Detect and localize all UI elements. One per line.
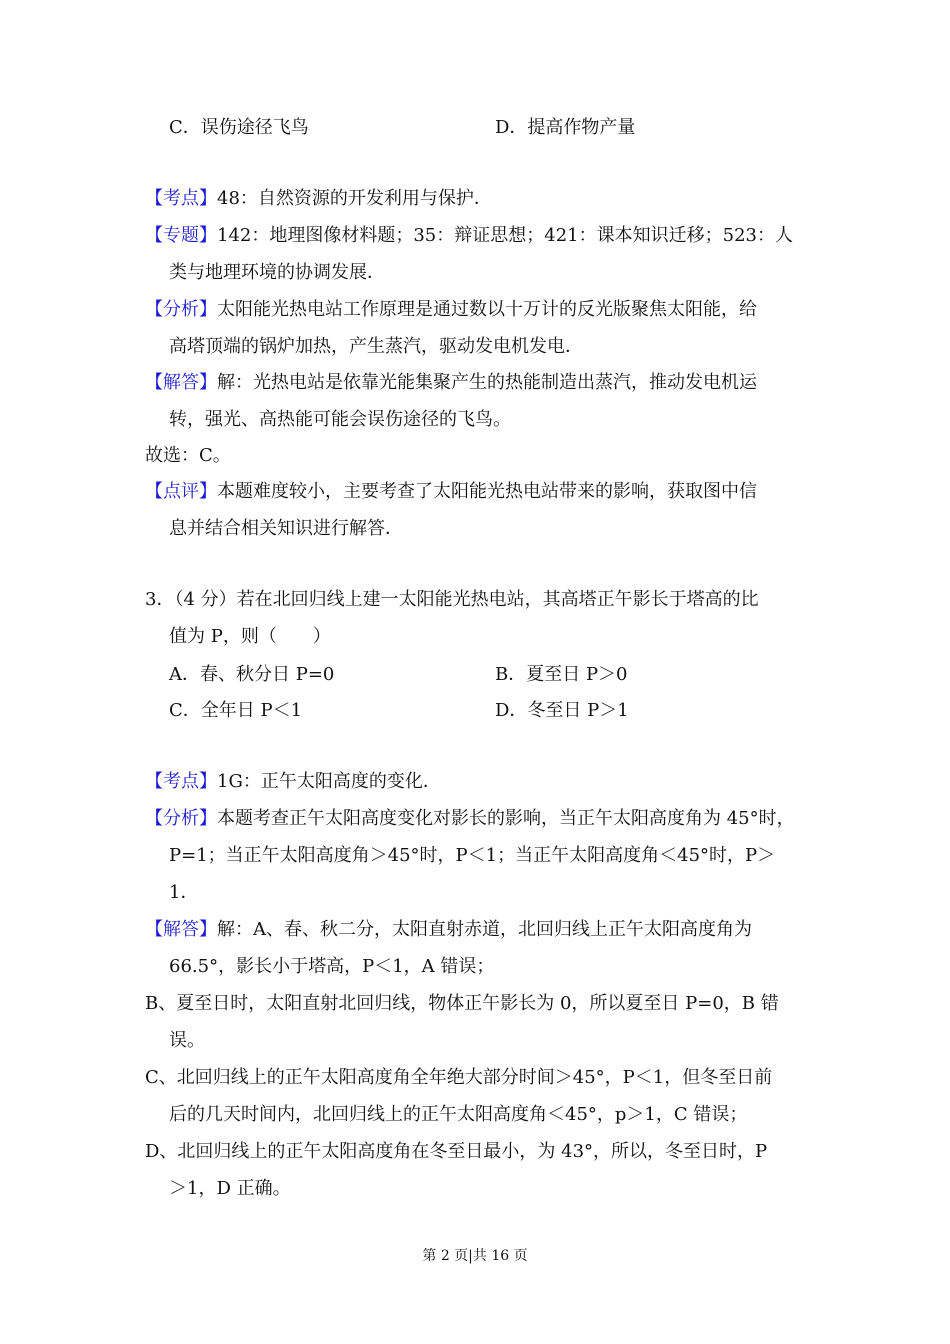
paragraph-text: 解：A、春、秋二分，太阳直射赤道，北回归线上正午太阳高度角为: [217, 919, 752, 940]
q3-option-a: [169, 664, 334, 686]
q3-option-c: [169, 700, 302, 722]
q2-option-c: [169, 117, 309, 139]
q3-stem: [169, 626, 331, 648]
paragraph-text: 太阳能光热电站工作原理是通过数以十万计的反光版聚焦太阳能，给: [217, 299, 757, 320]
section-label: 【点评】: [145, 481, 217, 502]
solution-line: [145, 808, 795, 830]
section-label: 【解答】: [145, 372, 217, 393]
solution-line: [145, 919, 752, 941]
paragraph-text: 48：自然资源的开发利用与保护．: [217, 188, 492, 209]
option-a: A．春、秋分日 P=0: [169, 664, 335, 685]
paragraph-text: B、夏至日时，太阳直射北回归线，物体正午影长为 0，所以夏至日 P=0，B 错: [145, 993, 779, 1014]
paragraph-text: 本题考查正午太阳高度变化对影长的影响，当正午太阳高度角为 45°时，: [217, 808, 795, 829]
solution-line: [169, 956, 494, 978]
paragraph-text: 高塔顶端的锅炉加热，产生蒸汽，驱动发电机发电．: [169, 336, 583, 357]
solution-line: [145, 225, 793, 247]
solution-line: [145, 481, 757, 503]
question-stem: 值为 P，则（ ）: [169, 626, 331, 647]
paragraph-text: ＞1，D 正确。: [169, 1178, 291, 1199]
page-footer: 第 2 页|共 16 页: [422, 1248, 528, 1264]
option-d: D．提高作物产量: [495, 117, 636, 138]
q2-option-d: [495, 117, 635, 139]
solution-line: [145, 1067, 772, 1089]
q3-stem: [145, 589, 759, 611]
option-b: B．夏至日 P＞0: [495, 664, 628, 685]
solution-line: [169, 336, 583, 358]
solution-line: [145, 771, 441, 793]
section-label: 【考点】: [145, 188, 217, 209]
solution-line: [145, 299, 757, 321]
option-c: C．全年日 P＜1: [169, 700, 303, 721]
paragraph-text: 误。: [169, 1030, 205, 1051]
paragraph-text: C、北回归线上的正午太阳高度角全年绝大部分时间＞45°，P＜1，但冬至日前: [145, 1067, 773, 1088]
solution-line: [169, 409, 511, 431]
solution-line: [169, 845, 775, 867]
paragraph-text: 本题难度较小，主要考查了太阳能光热电站带来的影响，获取图中信: [217, 481, 757, 502]
section-label: 【分析】: [145, 808, 217, 829]
solution-line: [145, 188, 492, 210]
paragraph-text: 1G：正午太阳高度的变化．: [217, 771, 441, 792]
paragraph-text: 142：地理图像材料题；35：辩证思想；421：课本知识迁移；523：人: [217, 225, 793, 246]
solution-line: [145, 1141, 767, 1163]
solution-line: [169, 518, 403, 540]
section-label: 【解答】: [145, 919, 217, 940]
paragraph-text: D、北回归线上的正午太阳高度角在冬至日最小，为 43°，所以，冬至日时，P: [145, 1141, 768, 1162]
paragraph-text: 故选：C。: [145, 445, 231, 466]
section-label: 【专题】: [145, 225, 217, 246]
option-c: C．误伤途径飞鸟: [169, 117, 309, 138]
paragraph-text: 解：光热电站是依靠光能集聚产生的热能制造出蒸汽，推动发电机运: [217, 372, 757, 393]
section-label: 【考点】: [145, 771, 217, 792]
solution-line: [169, 882, 198, 904]
q3-option-b: [495, 664, 628, 686]
paragraph-text: 66.5°，影长小于塔高，P＜1，A 错误；: [169, 956, 495, 977]
paragraph-text: 转，强光、高热能可能会误伤途径的飞鸟。: [169, 409, 511, 430]
solution-line: [169, 1030, 205, 1052]
solution-line: [169, 262, 385, 284]
solution-line: [145, 445, 231, 467]
paragraph-text: 类与地理环境的协调发展．: [169, 262, 385, 283]
section-label: 【分析】: [145, 299, 217, 320]
paragraph-text: 1．: [169, 882, 199, 903]
paragraph-text: 后的几天时间内，北回归线上的正午太阳高度角＜45°，p＞1，C 错误；: [169, 1104, 748, 1125]
solution-line: [145, 993, 779, 1015]
solution-line: [169, 1104, 747, 1126]
q3-option-d: [495, 700, 629, 722]
solution-line: [145, 372, 757, 394]
solution-line: [169, 1178, 291, 1200]
paragraph-text: P=1；当正午太阳高度角＞45°时，P＜1；当正午太阳高度角＜45°时，P＞: [169, 845, 776, 866]
question-stem: 3．（4 分）若在北回归线上建一太阳能光热电站，其高塔正午影长于塔高的比: [145, 589, 759, 610]
paragraph-text: 息并结合相关知识进行解答．: [169, 518, 403, 539]
option-d: D．冬至日 P＞1: [495, 700, 629, 721]
